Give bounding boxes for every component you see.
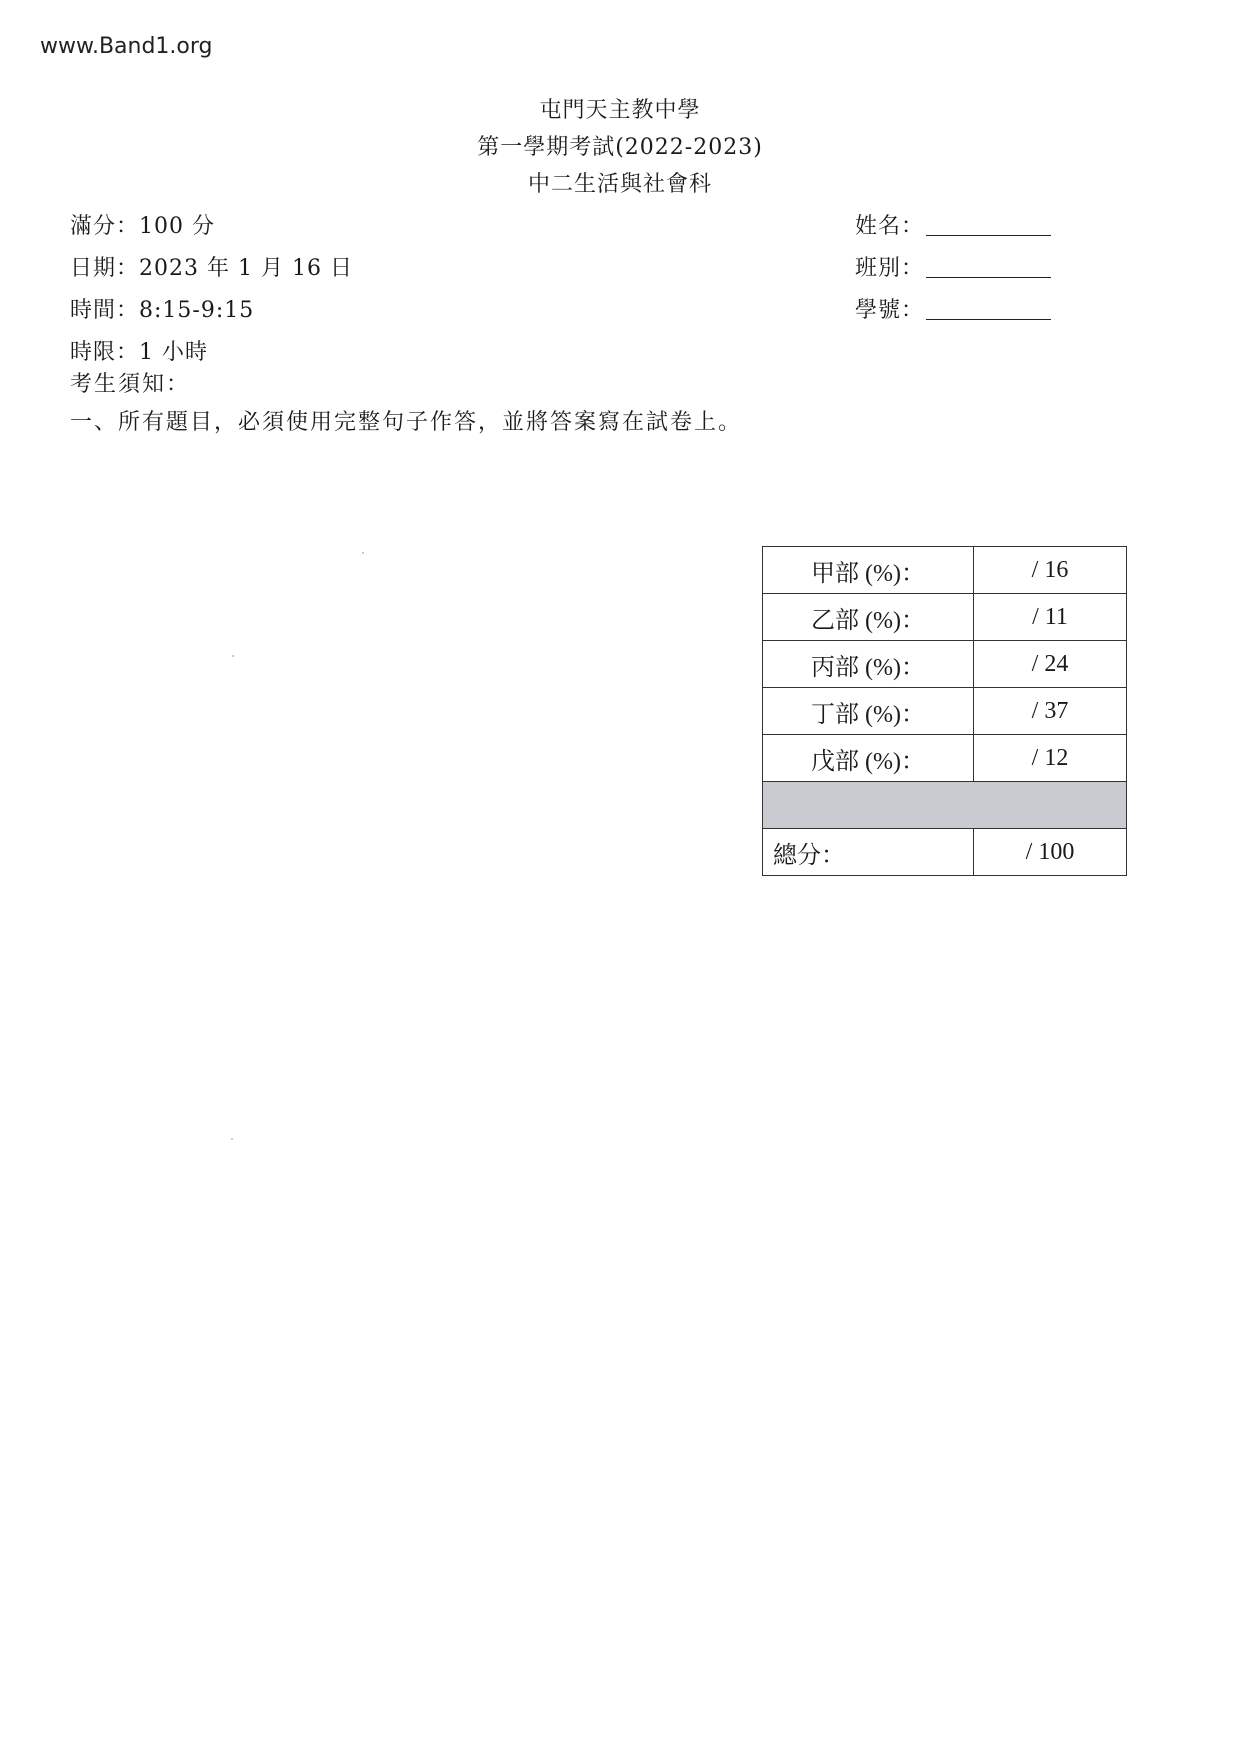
subject-title: 中二生活與社會科 [527,172,712,197]
section-score: / 37 [974,688,1127,735]
exam-header [0,92,1240,203]
shaded-cell [763,782,1127,829]
section-score: / 11 [974,594,1127,641]
exam-date: 日期：2023 年 1 月 16 日 [70,256,353,281]
scan-speck [231,1138,233,1140]
score-row [763,547,1127,594]
scan-speck [362,552,364,554]
number-row [855,290,1051,332]
score-table [762,546,1127,876]
section-score: / 12 [974,735,1127,782]
section-label: 丙部 (%)： [763,641,974,688]
notice-item-1: 一、所有題目，必須使用完整句子作答，並將答案寫在試卷上。 [70,410,743,435]
class-field[interactable] [926,276,1051,278]
section-label: 甲部 (%)： [763,547,974,594]
exam-duration: 時限：1 小時 [70,340,208,365]
candidate-notice [70,366,742,442]
total-row [763,829,1127,876]
number-field[interactable] [926,318,1051,320]
section-label: 丁部 (%)： [763,688,974,735]
total-label: 總分： [763,829,974,876]
school-name: 屯門天主教中學 [539,98,701,123]
section-score: / 16 [974,547,1127,594]
section-score: / 24 [974,641,1127,688]
number-label: 學號： [855,298,925,323]
shaded-row [763,782,1127,829]
name-label: 姓名： [855,214,925,239]
exam-time: 時間：8:15-9:15 [70,298,255,323]
student-info [855,206,1051,332]
section-label: 戊部 (%)： [763,735,974,782]
score-row [763,735,1127,782]
class-row [855,248,1051,290]
class-label: 班別： [855,256,925,281]
scan-speck [232,655,234,657]
score-row [763,688,1127,735]
section-label: 乙部 (%)： [763,594,974,641]
notice-title: 考生須知： [70,372,191,397]
name-field[interactable] [926,234,1051,236]
score-row [763,594,1127,641]
score-row [763,641,1127,688]
watermark-url: www.Band1.org [40,34,213,59]
total-score: / 100 [974,829,1127,876]
name-row [855,206,1051,248]
exam-info [70,206,353,374]
exam-title: 第一學期考試(2022-2023) [477,135,763,160]
full-marks: 滿分：100 分 [70,214,215,239]
